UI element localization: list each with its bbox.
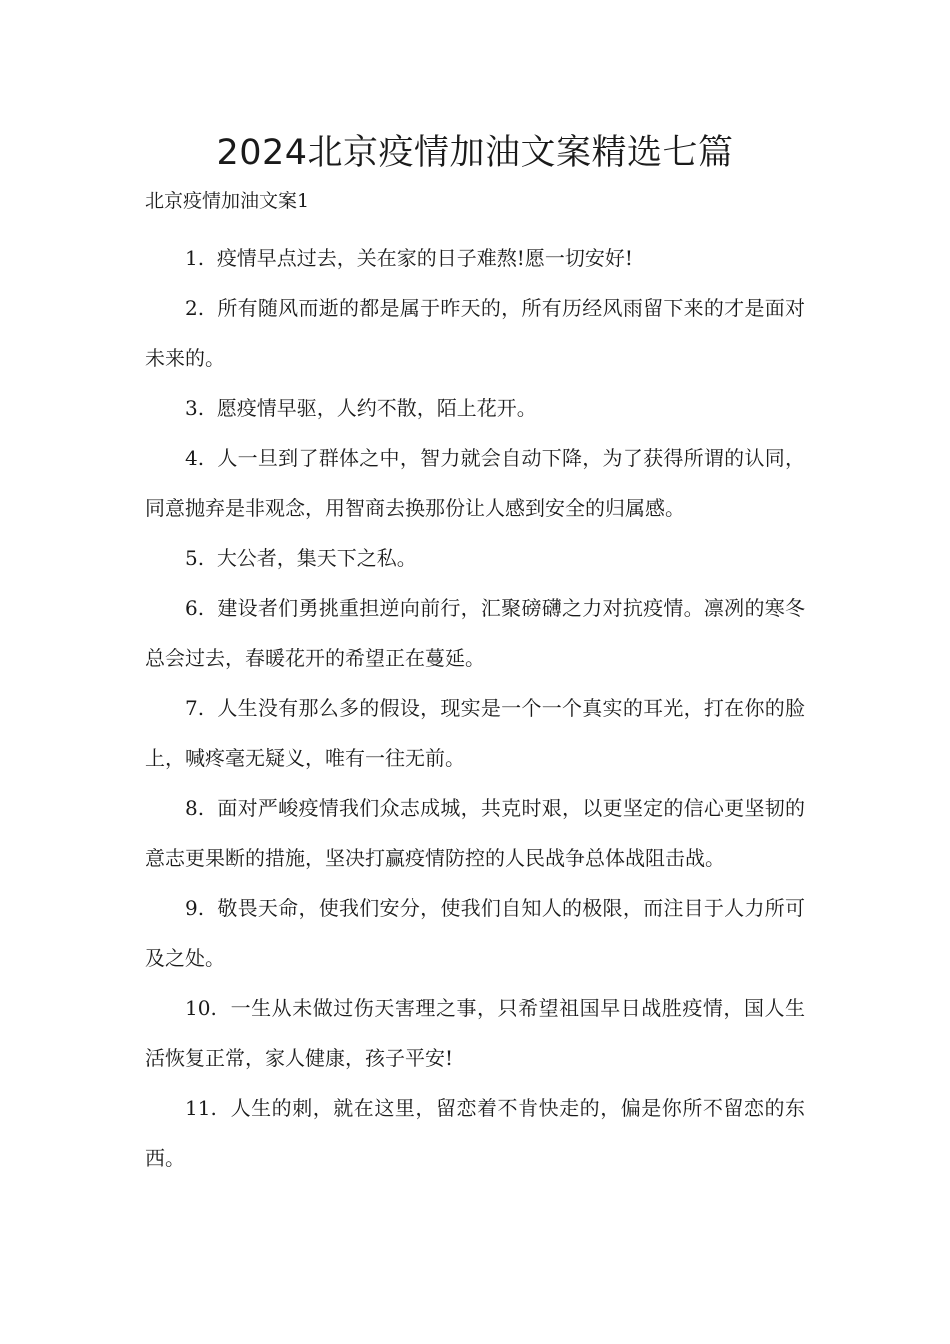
- item-text: 面对严峻疫情我们众志成城，共克时艰，以更坚定的信心更坚韧的意志更果断的措施，坚决打赢疫情防控的人民战争总体战阻击战。: [145, 796, 806, 870]
- list-item: [145, 383, 805, 433]
- section-title: 北京疫情加油文案1: [145, 190, 310, 212]
- list-item: [145, 883, 805, 983]
- item-text: 敬畏天命，使我们安分，使我们自知人的极限，而注目于人力所可及之处。: [145, 896, 806, 970]
- document-body: [145, 233, 805, 1183]
- list-item: [145, 433, 805, 533]
- item-text: 建设者们勇挑重担逆向前行，汇聚磅礴之力对抗疫情。凛冽的寒冬总会过去，春暖花开的希望正在蔓延。: [145, 596, 806, 670]
- list-item: [145, 283, 805, 383]
- item-number: 1.: [185, 246, 205, 270]
- item-number: 7.: [185, 696, 205, 720]
- list-item: [145, 1083, 805, 1183]
- item-text: 人生的刺，就在这里，留恋着不肯快走的，偏是你所不留恋的东西。: [145, 1096, 806, 1170]
- item-number: 4.: [185, 446, 205, 470]
- item-text: 愿疫情早驱，人约不散，陌上花开。: [216, 396, 537, 420]
- item-number: 6.: [185, 596, 205, 620]
- item-number: 3.: [185, 396, 205, 420]
- item-number: 10.: [185, 996, 217, 1020]
- item-text: 人一旦到了群体之中，智力就会自动下降，为了获得所谓的认同，同意抛弃是非观念，用智商去换那份让人感到安全的归属感。: [145, 446, 806, 520]
- item-text: 所有随风而逝的都是属于昨天的，所有历经风雨留下来的才是面对未来的。: [145, 296, 806, 370]
- item-text: 人生没有那么多的假设，现实是一个一个真实的耳光，打在你的脸上，喊疼毫无疑义，唯有一往无前。: [145, 696, 806, 770]
- item-number: 9.: [185, 896, 205, 920]
- item-number: 2.: [185, 296, 205, 320]
- list-item: [145, 233, 805, 283]
- list-item: [145, 983, 805, 1083]
- list-item: [145, 533, 805, 583]
- list-item: [145, 683, 805, 783]
- item-text: 一生从未做过伤天害理之事，只希望祖国早日战胜疫情，国人生活恢复正常，家人健康，孩子平安!: [145, 996, 806, 1070]
- item-number: 8.: [185, 796, 205, 820]
- list-item: [145, 783, 805, 883]
- item-text: 疫情早点过去，关在家的日子难熬!愿一切安好!: [216, 246, 633, 270]
- list-item: [145, 583, 805, 683]
- document-title: 2024北京疫情加油文案精选七篇: [216, 133, 734, 173]
- item-text: 大公者，集天下之私。: [216, 546, 417, 570]
- item-number: 5.: [185, 546, 205, 570]
- item-number: 11.: [185, 1096, 217, 1120]
